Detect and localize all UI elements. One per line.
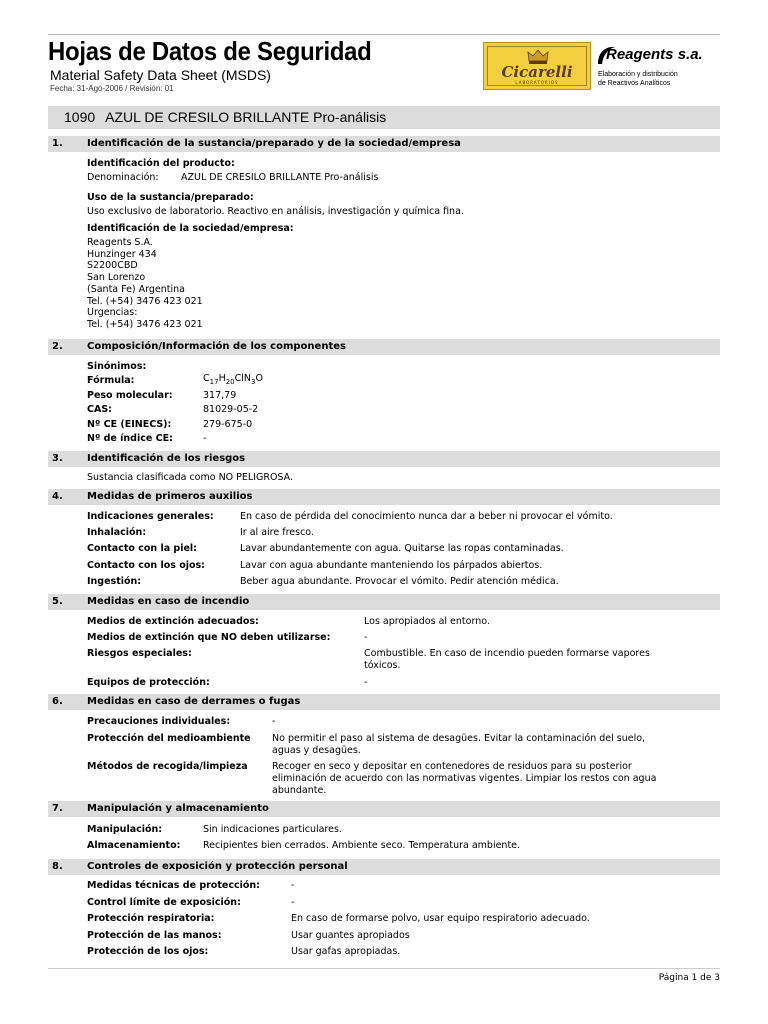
section-8-number: 8. (52, 861, 63, 872)
peso-label: Peso molecular: (87, 390, 173, 401)
empresa-label: Identificación de la sociedad/empresa: (87, 223, 294, 234)
reagents-name: Reagents s.a. (606, 46, 703, 63)
s6-r3-value-cont: abundante. (272, 785, 327, 796)
s6-r2-value: No permitir el paso al sistema de desagües. Evitar la contaminación del suelo, (272, 733, 646, 744)
indice-label: Nº de índice CE: (87, 433, 173, 444)
s5-r2-value: - (364, 632, 368, 643)
s5-r1-value: Los apropiados al entorno. (364, 616, 490, 627)
s8-row-value: Usar gafas apropiadas. (291, 946, 401, 957)
cicarelli-caption: LABORATORIOS (515, 80, 559, 85)
s8-row-value: En caso de formarse polvo, usar equipo respiratorio adecuado. (291, 913, 590, 924)
section-7-number: 7. (52, 803, 63, 814)
s6-r2-value-cont: aguas y desagües. (272, 745, 361, 756)
s4-row-value: Beber agua abundante. Provocar el vómito. Pedir atención médica. (240, 576, 559, 587)
section-5-number: 5. (52, 596, 63, 607)
section-6-number: 6. (52, 696, 63, 707)
section-4-title: Medidas de primeros auxilios (87, 491, 253, 502)
section-8-title: Controles de exposición y protección personal (87, 861, 348, 872)
product-id-label: Identificación del producto: (87, 158, 235, 169)
s4-row-label: Indicaciones generales: (87, 511, 214, 522)
s4-row-label: Ingestión: (87, 576, 142, 587)
s6-r3-value: Recoger en seco y depositar en contenedores de residuos para su posterior (272, 761, 632, 772)
section-7-title: Manipulación y almacenamiento (87, 803, 269, 814)
s8-row-value: - (291, 880, 295, 891)
s4-row-value: Ir al aire fresco. (240, 527, 314, 538)
s6-r1-value: - (272, 716, 276, 727)
section-1-title: Identificación de la sustancia/preparado y de la sociedad/empresa (87, 138, 461, 149)
s8-row-label: Protección de los ojos: (87, 946, 209, 957)
s8-row-label: Protección de las manos: (87, 930, 222, 941)
s8-row-label: Medidas técnicas de protección: (87, 880, 260, 891)
s5-r2-label: Medios de extinción que NO deben utilizarse: (87, 632, 331, 643)
s6-r3-value-cont: eliminación de acuerdo con las normativas vigentes. Limpiar los restos con agua (272, 773, 657, 784)
section-1-number: 1. (52, 138, 63, 149)
s7-r2-label: Almacenamiento: (87, 840, 181, 851)
denominacion-value: AZUL DE CRESILO BRILLANTE Pro-análisis (181, 172, 379, 183)
cas-label: CAS: (87, 404, 112, 415)
date-revision: Fecha: 31-Ago-2006 / Revisión: 01 (50, 84, 174, 93)
section-5-title: Medidas en caso de incendio (87, 596, 250, 607)
product-code: 1090 (64, 109, 96, 125)
denominacion-label: Denominación: (87, 172, 159, 183)
s4-row-label: Inhalación: (87, 527, 147, 538)
formula-label: Fórmula: (87, 375, 135, 386)
cas-value: 81029-05-2 (203, 404, 259, 415)
s6-r3-label: Métodos de recogida/limpieza (87, 761, 248, 772)
s5-r3-value-cont: tóxicos. (364, 660, 401, 671)
s5-r4-value: - (364, 677, 368, 688)
s4-row-label: Contacto con los ojos: (87, 560, 205, 571)
s7-r1-value: Sin indicaciones particulares. (203, 824, 342, 835)
uso-label: Uso de la sustancia/preparado: (87, 192, 254, 203)
page-number: Página 1 de 3 (658, 973, 720, 983)
s8-row-label: Control límite de exposición: (87, 897, 241, 908)
s5-r1-label: Medios de extinción adecuados: (87, 616, 259, 627)
einecs-value: 279-675-0 (203, 419, 253, 430)
s4-row-value: Lavar con agua abundante manteniendo los párpados abiertos. (240, 560, 543, 571)
empresa-address: Reagents S.A. Hunzinger 434 S2200CBD San Lorenzo (Santa Fe) Argentina Tel. (+54) 3476 423 021 Urgencias: Tel. (+54) 3476 423 021 (87, 237, 203, 330)
s8-row-value: - (291, 897, 295, 908)
cicarelli-wordmark: Cicarelli (501, 63, 573, 81)
document-title: Hojas de Datos de Seguridad (48, 36, 372, 66)
riesgos-text: Sustancia clasificada como NO PELIGROSA. (87, 472, 293, 483)
section-4-number: 4. (52, 491, 63, 502)
s6-r2-label: Protección del medioambiente (87, 733, 251, 744)
s4-row-label: Contacto con la piel: (87, 543, 197, 554)
section-6-title: Medidas en caso de derrames o fugas (87, 696, 301, 707)
reagents-tagline: Elaboración y distribución de Reactivos Analíticos (598, 71, 678, 87)
indice-value: - (203, 433, 207, 444)
section-3-number: 3. (52, 453, 63, 464)
section-3-title: Identificación de los riesgos (87, 453, 246, 464)
footer-rule (48, 968, 720, 969)
reagents-logo (596, 42, 726, 92)
s7-r1-label: Manipulación: (87, 824, 163, 835)
s4-row-value: Lavar abundantemente con agua. Quitarse las ropas contaminadas. (240, 543, 564, 554)
section-2-title: Composición/Información de los componentes (87, 341, 346, 352)
product-heading (64, 109, 386, 125)
s4-row-value: En caso de pérdida del conocimiento nunca dar a beber ni provocar el vómito. (240, 511, 613, 522)
s7-r2-value: Recipientes bien cerrados. Ambiente seco. Temperatura ambiente. (203, 840, 521, 851)
document-subtitle: Material Safety Data Sheet (MSDS) (50, 67, 271, 83)
peso-value: 317,79 (203, 390, 237, 401)
sinonimos-label: Sinónimos: (87, 361, 147, 372)
s5-r3-label: Riesgos especiales: (87, 648, 192, 659)
cicarelli-logo (483, 42, 591, 90)
s8-row-value: Usar guantes apropiados (291, 930, 410, 941)
section-2-number: 2. (52, 341, 63, 352)
s5-r3-value: Combustible. En caso de incendio pueden formarse vapores (364, 648, 650, 659)
s6-r1-label: Precauciones individuales: (87, 716, 231, 727)
uso-value: Uso exclusivo de laboratorio. Reactivo en análisis, investigación y química fina. (87, 206, 464, 217)
product-name: AZUL DE CRESILO BRILLANTE Pro-análisis (105, 109, 387, 125)
s5-r4-label: Equipos de protección: (87, 677, 210, 688)
s8-row-label: Protección respiratoria: (87, 913, 215, 924)
header-rule (48, 34, 720, 35)
einecs-label: Nº CE (EINECS): (87, 419, 172, 430)
formula-value: $C_{17}H_{20}ClN_3O$ (203, 373, 263, 386)
